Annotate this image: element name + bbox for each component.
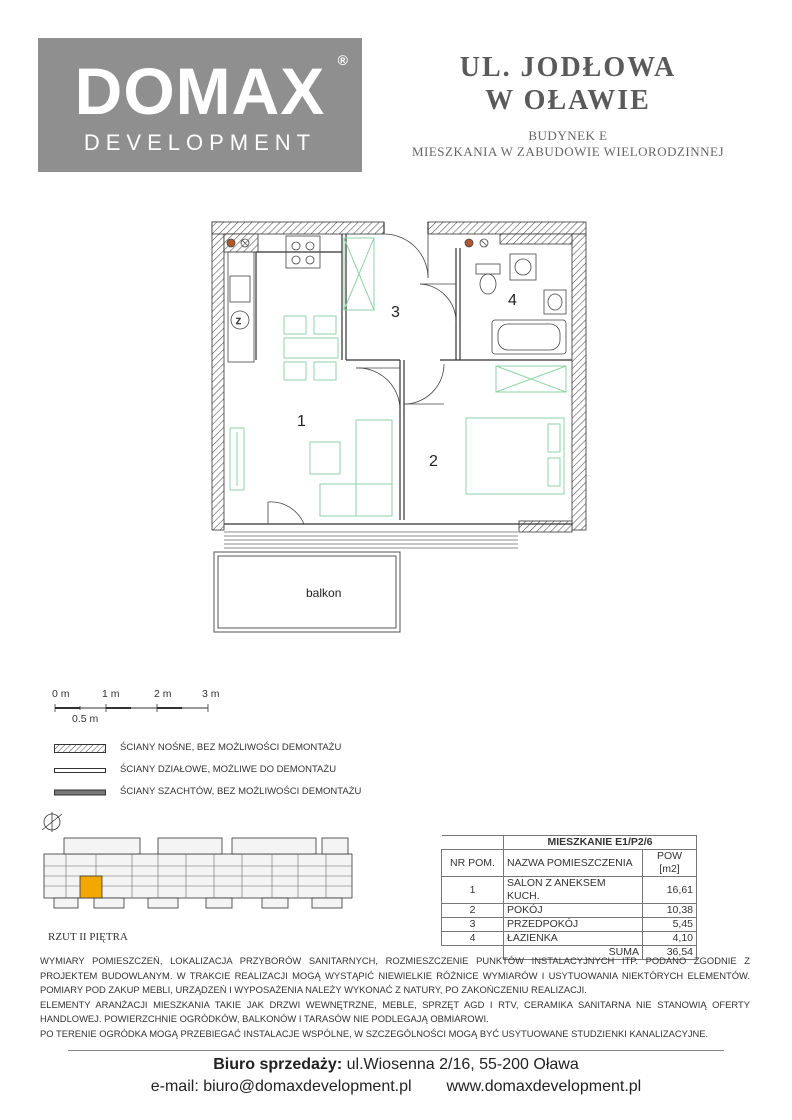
logo-sub-text: DEVELOPMENT xyxy=(83,130,317,155)
room-number-1: 1 xyxy=(297,413,306,430)
shaft-wall-swatch xyxy=(54,788,106,797)
scale-label-3: 3 m xyxy=(202,688,220,700)
email-link[interactable]: e-mail: biuro@domaxdevelopment.pl xyxy=(150,1078,412,1095)
room-name: POKÓJ xyxy=(504,904,643,918)
table-row xyxy=(442,918,697,932)
footer xyxy=(0,1054,792,1098)
floor-plan xyxy=(200,212,600,652)
note-paragraph: ELEMENTY ARANŻACJI MIESZKANIA TAKIE JAK DRZWI WEWNĘTRZNE, MEBLE, SPRZĘT AGD I RTV, CERAMIKA SANITARNA NIE STANOWIĄ OFERTY HANDLOWEJ. POWIERZCHNIE OGRÓDKÓW, BALKONÓW I TARASÓW NIE PODLEGAJĄ OBMIAROWI. xyxy=(40,998,750,1025)
office-label: Biuro sprzedaży: xyxy=(213,1056,343,1073)
table-row xyxy=(442,932,697,946)
floor-label: RZUT II PIĘTRA xyxy=(48,931,128,943)
sum-value: 36,54 xyxy=(643,946,697,960)
note-paragraph: PO TERENIE OGRÓDKA MOGĄ PRZEBIEGAĆ INSTALACJE WSPÓLNE, W SZCZEGÓLNOŚCI MOGĄ BYĆ USYTUOWANE STUDZIENKI KANALIZACYJNE. xyxy=(40,1027,709,1039)
table-header-row xyxy=(442,850,697,877)
room-area: 10,38 xyxy=(643,904,697,918)
legend-item xyxy=(52,784,362,806)
room-name: PRZEDPOKÓJ xyxy=(504,918,643,932)
partition-walls xyxy=(224,222,572,524)
header xyxy=(392,52,744,160)
room-name: ŁAZIENKA xyxy=(504,932,643,946)
table-row xyxy=(442,877,697,904)
website-link[interactable]: www.domaxdevelopment.pl xyxy=(446,1078,642,1095)
bedroom-furniture xyxy=(466,366,566,494)
door-swings xyxy=(268,234,456,524)
room-area: 5,45 xyxy=(643,918,697,932)
scale-label-half: 0.5 m xyxy=(72,713,99,725)
north-arrow-icon xyxy=(42,812,62,832)
legend-item xyxy=(52,740,352,762)
svg-text:Z: Z xyxy=(236,317,241,326)
building-floor-minimap xyxy=(36,810,366,918)
note-paragraph: WYMIARY POMIESZCZEŃ, LOKALIZACJA PRZYBORÓW SANITARNYCH, ROZMIESZCZENIE PUNKTÓW INSTALACYJNYCH ITP. PODANO ZGODNIE Z PROJEKTEM BUDOWLANYM. W TRAKCIE REALIZACJI MOGĄ WYSTĄPIĆ NIEWIELKIE RÓŻNICE WYMIARÓW I USYTUOWANIA NIEKTÓRYCH ELEMENTÓW. POMIARY POD ZAKUP MEBLI, URZĄDZEŃ I WYPOSAŻENIA NALEŻY WYKONAĆ Z NATURY, PO ZAKOŃCZENIU REALIZACJI. xyxy=(40,955,750,996)
scale-label-1: 1 m xyxy=(102,688,120,700)
room-number: 1 xyxy=(442,877,504,904)
footer-divider xyxy=(68,1050,724,1051)
room-name: SALON Z ANEKSEM KUCH. xyxy=(504,877,643,904)
scale-bar xyxy=(40,684,240,728)
column-header: NR POM. xyxy=(442,850,504,877)
sum-label: SUMA xyxy=(504,946,643,960)
windows xyxy=(224,532,518,548)
column-header: NAZWA POMIESZCZENIA xyxy=(504,850,643,877)
kitchen-fixtures xyxy=(227,236,320,362)
room-area: 16,61 xyxy=(643,877,697,904)
domax-logo xyxy=(38,38,362,172)
load-bearing-walls xyxy=(212,222,586,532)
current-apartment-highlight xyxy=(80,876,102,898)
apartment-id: MIESZKANIE E1/P2/6 xyxy=(504,836,697,850)
city-title: W OŁAWIE xyxy=(485,85,651,116)
partition-wall-swatch xyxy=(54,766,106,775)
disclaimer-notes xyxy=(40,954,750,1042)
legend xyxy=(52,740,362,806)
balcony-label: balkon xyxy=(306,586,342,600)
room-area: 4,10 xyxy=(643,932,697,946)
room-number-3: 3 xyxy=(391,304,400,321)
load-bearing-wall-swatch xyxy=(54,744,106,753)
room-number-4: 4 xyxy=(508,292,517,309)
legend-label: ŚCIANY DZIAŁOWE, MOŻLIWE DO DEMONTAŻU xyxy=(120,764,337,775)
room-number: 2 xyxy=(442,904,504,918)
office-address: ul.Wiosenna 2/16, 55-200 Oława xyxy=(346,1056,579,1073)
housing-subtitle: MIESZKANIA W ZABUDOWIE WIELORODZINNEJ xyxy=(411,144,725,159)
logo-registered-mark: ® xyxy=(337,52,348,68)
legend-label: ŚCIANY SZACHTÓW, BEZ MOŻLIWOŚCI DEMONTAŻU xyxy=(120,786,362,797)
room-number: 4 xyxy=(442,932,504,946)
legend-label: ŚCIANY NOŚNE, BEZ MOŻLIWOŚCI DEMONTAŻU xyxy=(120,742,342,753)
logo-main-text: DOMAX xyxy=(74,54,326,128)
street-title: UL. JODŁOWA xyxy=(459,52,677,83)
column-header: POW [m2] xyxy=(643,850,697,877)
room-areas-table xyxy=(441,835,697,960)
legend-item xyxy=(52,762,352,784)
scale-label-0: 0 m xyxy=(52,688,70,700)
table-row xyxy=(442,904,697,918)
building-subtitle: BUDYNEK E xyxy=(528,128,608,143)
room-number: 3 xyxy=(442,918,504,932)
scale-label-2: 2 m xyxy=(154,688,172,700)
room-number-2: 2 xyxy=(429,453,438,470)
